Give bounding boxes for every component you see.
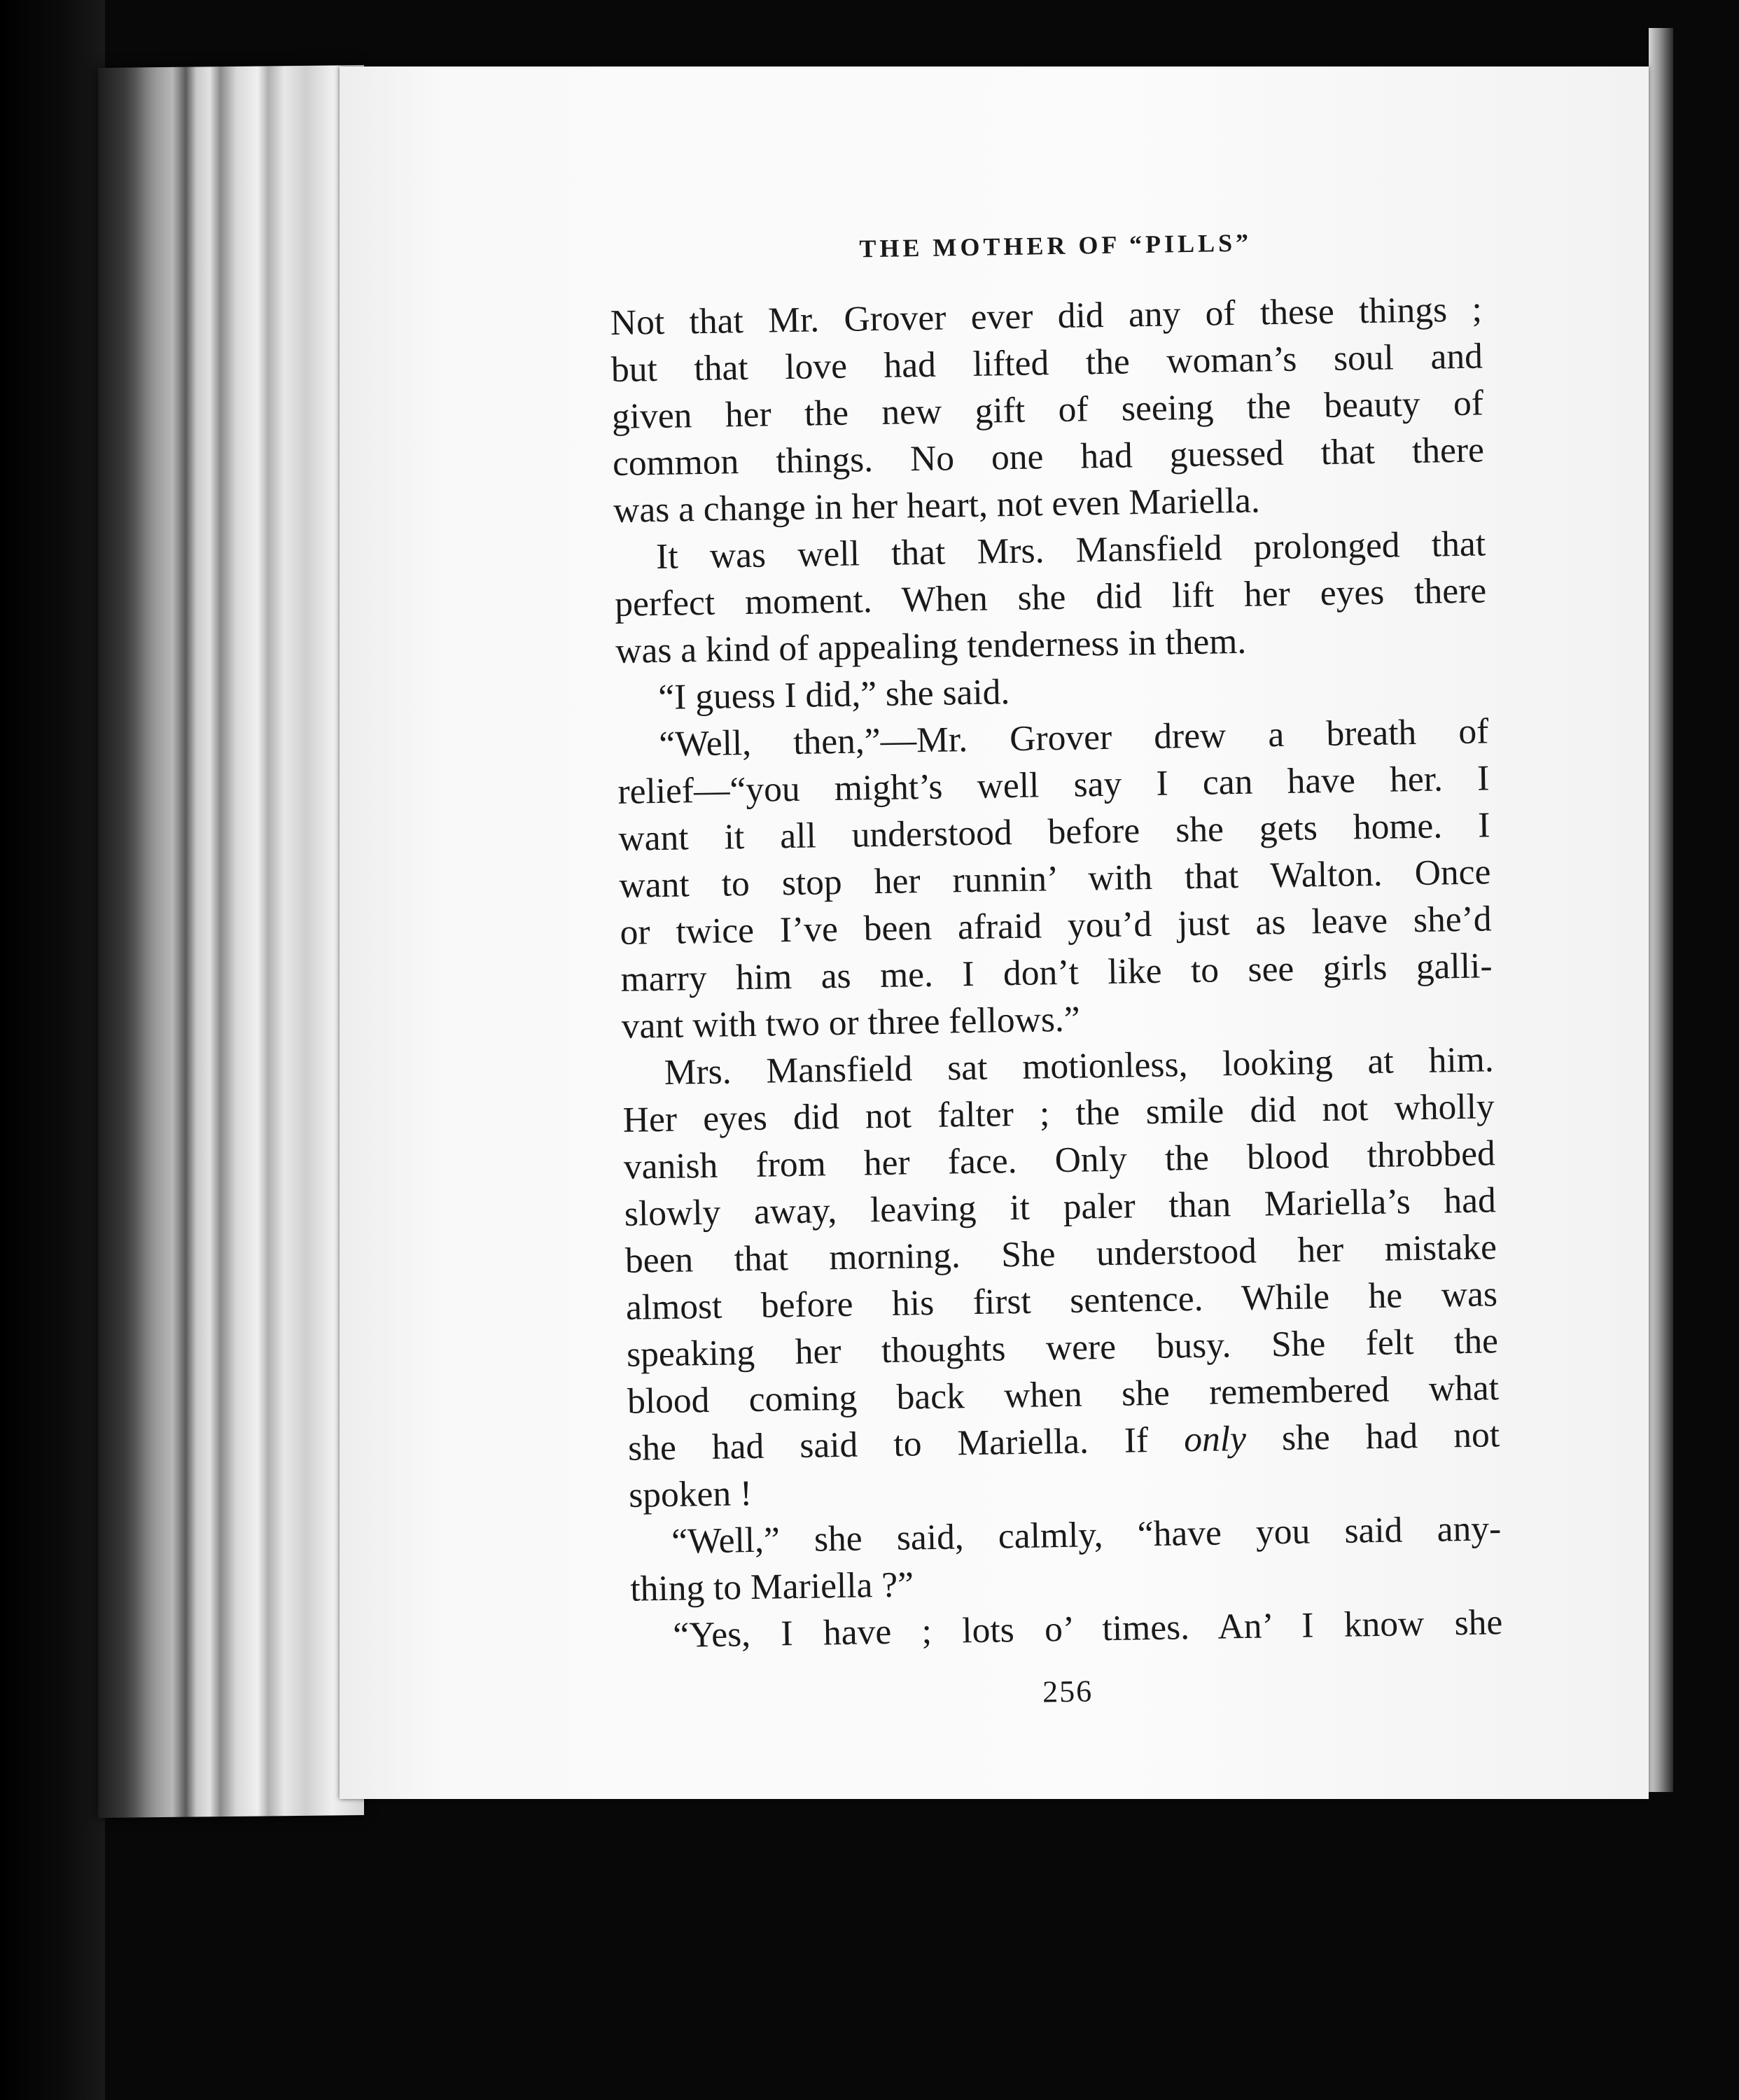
text-line: or twice I’ve been afraid you’d just as leave she’d (620, 899, 1492, 953)
text-line: she had said to Mariella. If only she had not (627, 1415, 1500, 1469)
text-line: It was well that Mrs. Mansfield prolonged that (655, 524, 1486, 577)
text-line: given her the new gift of seeing the beauty of (611, 383, 1484, 437)
text-line: almost before his first sentence. While he was (625, 1274, 1498, 1328)
text-line: Not that Mr. Grover ever did any of these things ; (610, 289, 1483, 343)
page-edges (98, 65, 364, 1818)
text-line: “I guess I did,” she said. (657, 672, 1010, 718)
page-number: 256 (1042, 1674, 1094, 1709)
text-line: vanish from her face. Only the blood throbbed (623, 1133, 1496, 1187)
text-line: want to stop her runnin’ with that Walton. Once (619, 852, 1491, 906)
text-line: perfect moment. When she did lift her eyes there (614, 570, 1487, 624)
page-text-block (609, 224, 1504, 1716)
facing-page-edge (1649, 28, 1673, 1792)
text-line: was a kind of appealing tenderness in them. (615, 621, 1247, 671)
text-line: was a change in her heart, not even Mariella. (613, 480, 1261, 531)
text-line: vant with two or three fellows.” (621, 999, 1081, 1046)
text-line: marry him as me. I don’t like to see girls galli- (620, 946, 1493, 1000)
text-line: thing to Mariella ?” (629, 1564, 914, 1609)
text-line: relief—“you might’s well say I can have her. I (617, 758, 1490, 812)
emphasis: only (1183, 1418, 1247, 1460)
text-line: common things. No one had guessed that there (612, 430, 1485, 484)
text-line: “Well,” she said, calmly, “have you said any- (671, 1508, 1502, 1562)
text-line: Mrs. Mansfield sat motionless, looking at him. (664, 1040, 1495, 1093)
spine-shadow (0, 0, 105, 2100)
body-text (610, 286, 1502, 1659)
text-line: “Well, then,”—Mr. Grover drew a breath of (658, 711, 1489, 764)
running-head: THE MOTHER OF “PILLS” (859, 228, 1252, 263)
text-line: but that love had lifted the woman’s soul and (610, 336, 1483, 390)
text-line: speaking her thoughts were busy. She felt the (626, 1321, 1499, 1375)
text-line: Her eyes did not falter ; the smile did not wholly (622, 1086, 1495, 1140)
text-line: spoken ! (628, 1474, 753, 1516)
text-line: blood coming back when she remembered what (627, 1368, 1500, 1422)
text-line: “Yes, I have ; lots o’ times. An’ I know she (672, 1602, 1503, 1656)
text-line: want it all understood before she gets home. I (618, 805, 1490, 859)
text-line: slowly away, leaving it paler than Mariella’s had (624, 1180, 1497, 1234)
text-line: been that morning. She understood her mistake (624, 1227, 1497, 1281)
